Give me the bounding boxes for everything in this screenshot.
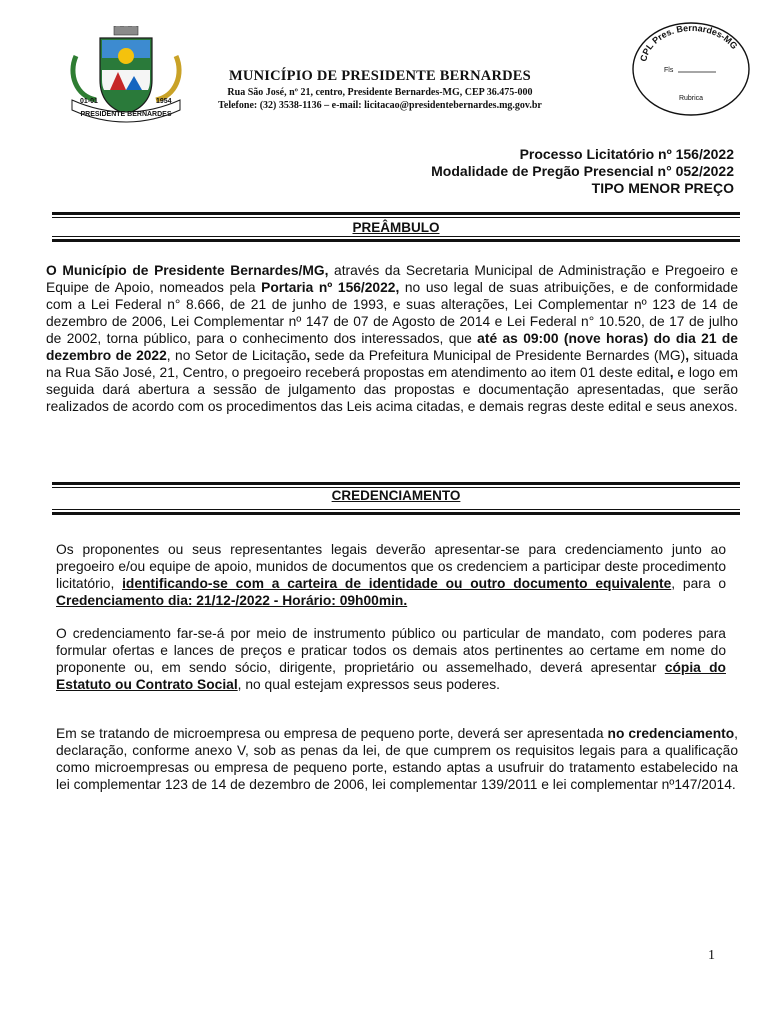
divider-bottom-thin xyxy=(52,236,740,237)
section-title-credenciamento: CREDENCIAMENTO xyxy=(331,488,461,503)
crest-year-left: 01-01 xyxy=(80,98,98,105)
crest-ribbon-text: PRESIDENTE BERNARDES xyxy=(80,111,172,118)
preambulo-paragraph: O Município de Presidente Bernardes/MG, através da Secretaria Municipal de Administração e Pregoeiro e Equipe de Apoio, nomeados pela Portaria nº 156/2022, no uso legal de suas atribuições, e de conformidade com a Lei Federal n° 8.666, de 21 de junho de 1993, e suas alterações, Lei Complementar nº 123 de 14 de dezembro de 2006, Lei Complementar nº 147 de 07 de Agosto de 2014 e Lei Federal n° 10.520, de 17 de julho de 2002, torna público, para o conhecimento dos interessados, que até as 09:00 (nove horas) do dia 21 de dezembro de 2022, no Setor de Licitação, sede da Prefeitura Municipal de Presidente Bernardes (MG), situada na Rua São José, 21, Centro, o pregoeiro receberá propostas em atendimento ao item 01 deste edital, e logo em seguida dará abertura a sessão de julgamento das propostas e documentação apresentadas, que serão realizados de acordo com os procedimentos das Leis acima citadas, e demais regras deste edital e seus anexos. xyxy=(46,263,739,414)
municipality-address: Rua São José, nº 21, centro, Presidente Bernardes-MG, CEP 36.475-000 xyxy=(227,87,533,98)
divider-bottom xyxy=(52,239,740,242)
stamp-arc-text: CPL Pres. Bernardes-MG xyxy=(638,22,740,63)
process-info xyxy=(431,146,734,197)
credenciamento-paragraph-1: Os proponentes ou seus representantes legais deverão apresentar-se para credenciamento junto ao pregoeiro e/ou equipe de apoio, munidos de documentos que os credenciem a participar deste procedimento licitatório, identificando-se com a carteira de identidade ou outro documento equivalente, para o Credenciamento dia: 21/12-/2022 - Horário: 09h00min. xyxy=(56,542,726,608)
type: TIPO MENOR PREÇO xyxy=(591,180,734,196)
divider-top-thin xyxy=(52,217,740,218)
letterhead xyxy=(190,68,570,111)
process-number: Processo Licitatório nº 156/2022 xyxy=(519,146,734,162)
divider-top xyxy=(52,212,740,215)
divider-top-2 xyxy=(52,482,740,485)
stamp-rubrica-label: Rubrica xyxy=(678,95,704,102)
municipality-contact: Telefone: (32) 3538-1136 – e-mail: licitacao@presidentebernardes.mg.gov.br xyxy=(218,100,542,111)
divider-bottom-thin-2 xyxy=(52,509,740,510)
credenciamento-paragraph-3: Em se tratando de microempresa ou empresa de pequeno porte, deverá ser apresentada no credenciamento, declaração, conforme anexo V, sob as penas da lei, de que cumprem os requisitos legais para a qualificação como microempresas ou empresa de pequeno porte, estando aptas a usufruir do tratamento estabelecido na lei complementar 123 de 14 de dezembro de 2006, lei complementar 139/2011 e lei complementar nº147/2014. xyxy=(56,726,738,792)
cpl-stamp xyxy=(630,20,752,118)
stamp-fls-label: Fls xyxy=(664,67,674,74)
crest-year-right: 1954 xyxy=(156,98,172,105)
municipality-name: MUNICÍPIO DE PRESIDENTE BERNARDES xyxy=(229,68,531,84)
divider-bottom-2 xyxy=(52,512,740,515)
municipal-coat-of-arms xyxy=(62,26,190,128)
section-title-preambulo: PREÂMBULO xyxy=(352,220,440,235)
modality: Modalidade de Pregão Presencial n° 052/2022 xyxy=(431,163,734,179)
svg-text:CPL Pres. Bernardes-MG xyxy=(638,23,739,63)
page-number: 1 xyxy=(708,948,715,963)
credenciamento-paragraph-2: O credenciamento far-se-á por meio de instrumento público ou particular de mandato, com poderes para formular ofertas e lances de preços e praticar todos os demais atos pertinentes ao certame em nome do proponente ou, em sendo sócio, dirigente, proprietário ou assemelhado, deverá apresentar cópia do Estatuto ou Contrato Social, no qual estejam expressos seus poderes. xyxy=(56,626,726,692)
